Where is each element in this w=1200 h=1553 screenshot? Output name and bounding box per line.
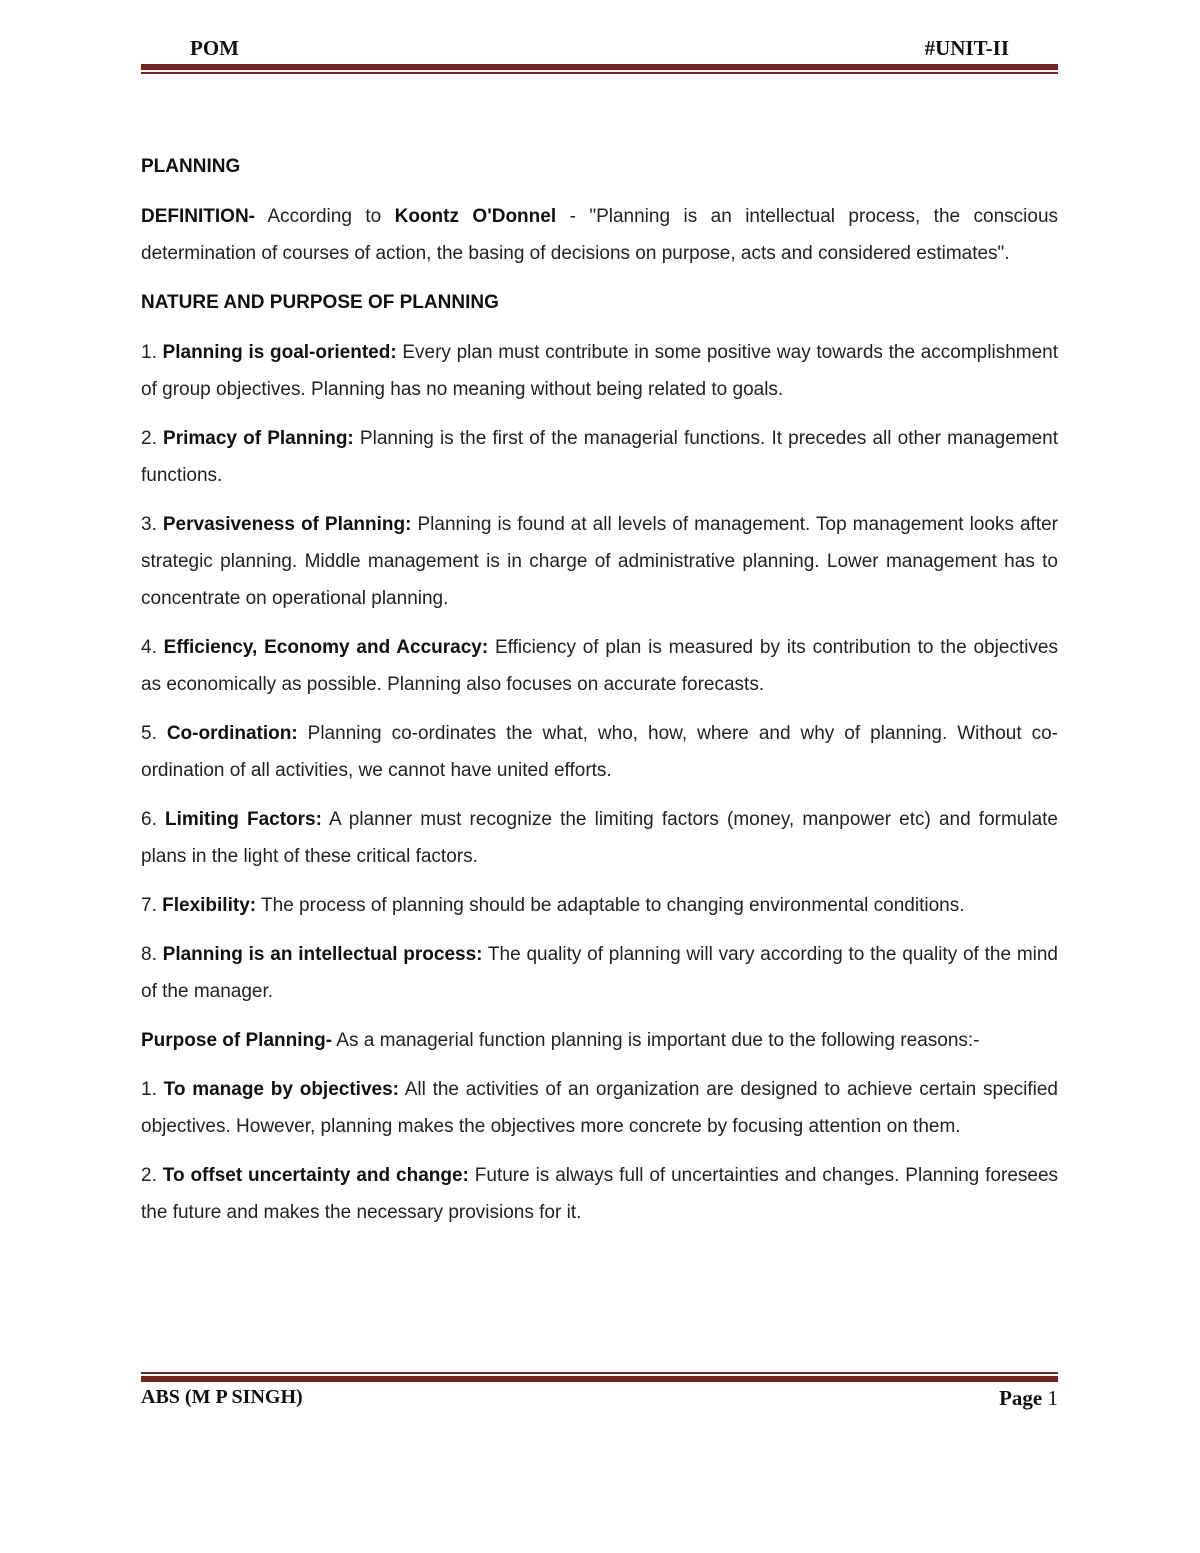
nature-item: 2. Primacy of Planning: Planning is the first of the managerial functions. It precedes all other management functions.	[141, 428, 1059, 486]
purpose-item: 1. To manage by objectives: All the activities of an organization are designed to achieve certain specified objectives. However, planning makes the objectives more concrete by focusing attention on them.	[141, 1079, 1058, 1137]
purpose-label: Purpose of Planning-	[141, 1030, 333, 1051]
header-rule	[141, 64, 1058, 74]
nature-item: 8. Planning is an intellectual process: The quality of planning will vary according to the quality of the mind of the manager.	[141, 944, 1059, 1002]
nature-item: 3. Pervasiveness of Planning: Planning is found at all levels of management. Top management looks after strategic planning. Middle management is in charge of administrative planning. Lower management has to concentrate on operational planning.	[141, 514, 1059, 609]
definition-paragraph: DEFINITION- According to Koontz O'Donnel - "Planning is an intellectual process, the conscious determination of courses of action, the basing of decisions on purpose, acts and considered estimates".	[141, 206, 1059, 264]
footer-author: ABS (M P SINGH)	[141, 1386, 303, 1408]
nature-item: 4. Efficiency, Economy and Accuracy: Efficiency of plan is measured by its contribution to the objectives as economically as possible. Planning also focuses on accurate forecasts.	[141, 637, 1058, 695]
footer-page	[999, 1386, 1058, 1411]
nature-heading: NATURE AND PURPOSE OF PLANNING	[141, 292, 499, 313]
header-rule-thin	[141, 72, 1058, 74]
nature-item: 1. Planning is goal-oriented: Every plan must contribute in some positive way towards the accomplishment of group objectives. Planning has no meaning without being related to goals.	[141, 342, 1058, 400]
footer-rule	[141, 1372, 1058, 1382]
header-subject: POM	[190, 36, 239, 60]
nature-item: 6. Limiting Factors: A planner must recognize the limiting factors (money, manpower etc) and formulate plans in the light of these critical factors.	[141, 809, 1058, 867]
page-label: Page	[999, 1386, 1043, 1410]
definition-label: DEFINITION-	[141, 206, 255, 227]
nature-item: 7. Flexibility: The process of planning should be adaptable to changing environmental conditions.	[141, 895, 965, 916]
purpose-item: 2. To offset uncertainty and change: Future is always full of uncertainties and changes. Planning foresees the future and makes the necessary provisions for it.	[141, 1165, 1059, 1223]
definition-author: Koontz O'Donnel	[394, 206, 557, 227]
nature-item: 5. Co-ordination: Planning co-ordinates the what, who, how, where and why of planning. Without co-ordination of all activities, we cannot have united efforts.	[141, 723, 1059, 781]
page-number: 1	[1047, 1386, 1058, 1410]
document-body	[141, 148, 1058, 1243]
header-unit: #UNIT-II	[924, 36, 1009, 60]
footer-rule-thick	[141, 1376, 1058, 1382]
purpose-paragraph: Purpose of Planning- As a managerial function planning is important due to the following reasons:-	[141, 1030, 980, 1051]
section-title: PLANNING	[141, 156, 241, 177]
